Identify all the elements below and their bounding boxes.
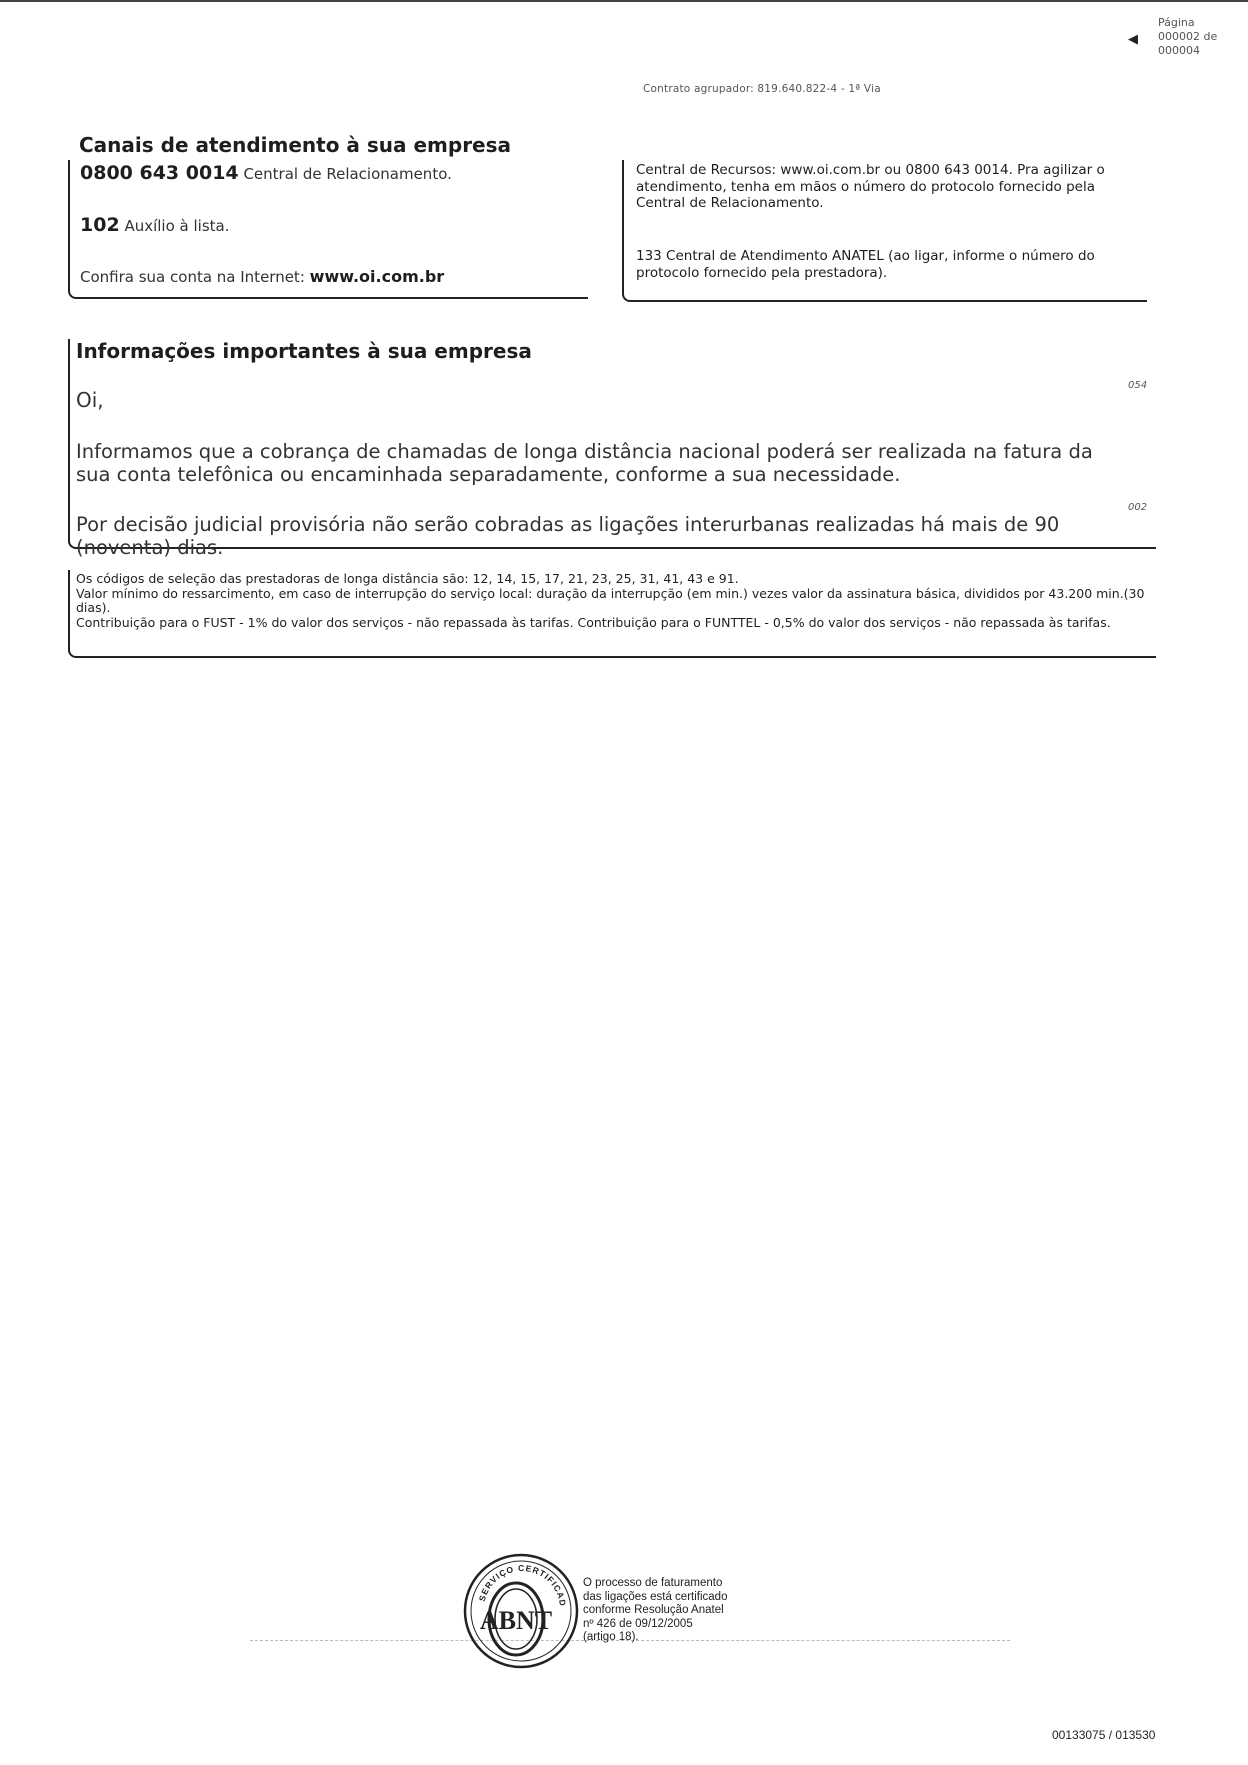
svg-text:SERVIÇO CERTIFICADO: [462, 1549, 568, 1607]
notes-line-1: Os códigos de seleção das prestadoras de longa distância são: 12, 14, 15, 17, 21, 23, 25, 31, 41, 43 e 91.: [76, 571, 739, 586]
notes-text: [76, 572, 1166, 630]
seal-line-4: nº 426 de 09/12/2005: [583, 1617, 693, 1630]
phone-line: [80, 162, 452, 184]
seal-line-3: conforme Resolução Anatel: [583, 1604, 724, 1616]
seal-arc-text: SERVIÇO CERTIFICAD: [476, 1562, 569, 1608]
seal-line-1: O processo de faturamento: [583, 1577, 723, 1589]
info-code-bottom: 002: [1128, 502, 1148, 513]
contract-line: Contrato agrupador: 819.640.822-4 - 1ª Via: [643, 83, 881, 95]
info-code-top: 054: [1128, 380, 1148, 391]
seal-line-2: das ligações está certificado: [583, 1590, 728, 1603]
page-current: 000002 de: [1158, 30, 1218, 43]
info-title: Informações importantes à sua empresa: [76, 339, 532, 363]
seal-line-5: (artigo 18).: [583, 1631, 639, 1643]
channels-left-box: [68, 160, 588, 299]
page-marker-icon: ◀: [1128, 32, 1138, 47]
page-label: Página: [1158, 16, 1195, 29]
channels-title: Canais de atendimento à sua empresa: [79, 133, 512, 157]
footer-number: 00133075 / 013530: [1052, 1728, 1156, 1742]
seal-text: [583, 1577, 727, 1645]
seal-logo-text: ABNT: [479, 1606, 553, 1635]
notes-line-2: Valor mínimo do ressarcimento, em caso de interrupção do serviço local: duração da interrupção (em min.) vezes valor da assinatura básica, divididos por 43.200 min.(30 dias).: [76, 585, 1145, 615]
phone-desc: Central de Relacionamento.: [243, 165, 452, 183]
web-prefix: Confira sua conta na Internet:: [80, 268, 305, 286]
notes-line-3: Contribuição para o FUST - 1% do valor dos serviços - não repassada às tarifas. Contribuição para o FUNTTEL - 0,5% do valor dos serviços - não repassada às tarifas.: [76, 614, 1111, 630]
help-number: 102: [80, 214, 120, 236]
anatel-text: 133 Central de Atendimento ANATEL (ao ligar, informe o número do protocolo fornecido pela prestadora).: [636, 248, 1095, 281]
resources-text: Central de Recursos: www.oi.com.br ou 0800 643 0014. Pra agilizar o atendimento, tenha em mãos o número do protocolo fornecido pela Central de Relacionamento.: [636, 162, 1105, 211]
web-line: [80, 267, 444, 286]
top-border: [0, 0, 1248, 2]
notes-box: [68, 570, 1156, 658]
info-greeting: Oi,: [76, 388, 104, 412]
abnt-seal-icon: [462, 1549, 580, 1671]
web-url[interactable]: www.oi.com.br: [309, 267, 445, 286]
phone-number: 0800 643 0014: [80, 162, 239, 184]
page-total: 000004: [1158, 44, 1200, 57]
help-line: [80, 214, 230, 236]
channels-right-box: [622, 160, 1147, 302]
page-counter: [1158, 16, 1228, 58]
info-box: [68, 339, 1156, 559]
info-paragraph-2: Por decisão judicial provisória não serão cobradas as ligações interurbanas realizadas há mais de 90 (noventa) dias.: [76, 513, 1060, 559]
help-desc: Auxílio à lista.: [124, 217, 230, 235]
info-paragraph-1: Informamos que a cobrança de chamadas de longa distância nacional poderá ser realizada na fatura da sua conta telefônica ou encaminhada separadamente, conforme a sua necessidade.: [76, 440, 1093, 486]
